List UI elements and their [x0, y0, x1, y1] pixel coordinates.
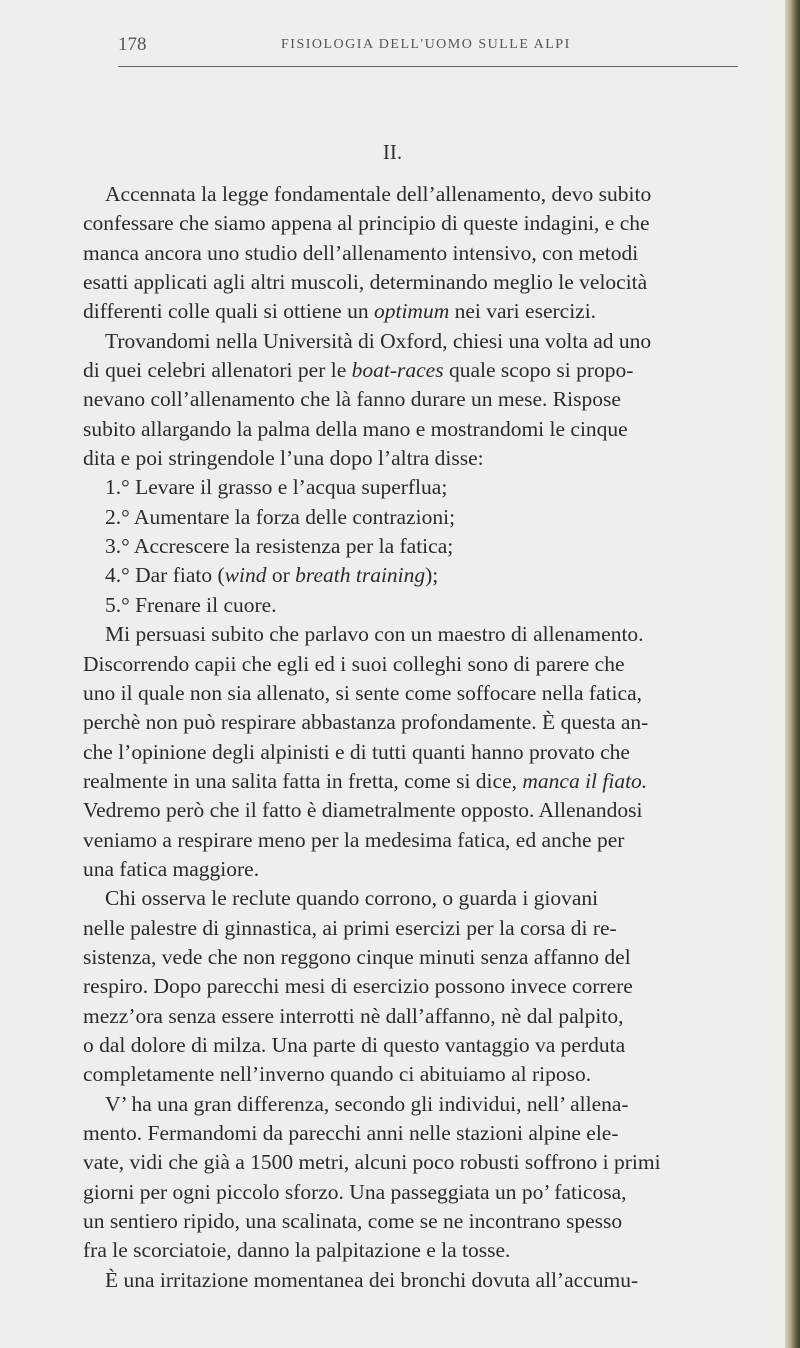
text-line	[83, 268, 773, 297]
page-header	[118, 34, 738, 58]
text-span: Trovandomi nella Università di Oxford, chiesi una volta ad uno	[105, 328, 652, 353]
section-title: II.	[382, 140, 403, 164]
body-text	[83, 180, 773, 1295]
text-line	[83, 1178, 773, 1207]
text-line	[83, 356, 773, 385]
page-number: 178	[118, 34, 147, 55]
text-span: 5.° Frenare il cuore.	[105, 592, 277, 617]
text-line	[83, 914, 773, 943]
text-line	[83, 239, 773, 268]
italic-text: boat-races	[351, 358, 444, 383]
text-line	[83, 1060, 773, 1089]
text-line	[83, 620, 773, 649]
text-line	[83, 679, 773, 708]
text-line	[83, 1119, 773, 1148]
text-span: sistenza, vede che non reggono cinque minuti senza affanno del	[83, 944, 631, 969]
text-span: 2.° Aumentare la forza delle contrazioni;	[105, 504, 456, 529]
text-span: completamente nell’inverno quando ci abituiamo al riposo.	[83, 1062, 592, 1087]
text-line	[83, 972, 773, 1001]
text-line	[83, 473, 773, 502]
text-span: 1.° Levare il grasso e l’acqua superflua;	[105, 475, 448, 500]
text-span: );	[425, 563, 439, 588]
text-span: subito allargando la palma della mano e mostrandomi le cinque	[83, 416, 628, 441]
text-span: Mi persuasi subito che parlavo con un maestro di allenamento.	[105, 622, 644, 647]
text-span: realmente in una salita fatta in fretta, come si dice,	[83, 768, 523, 793]
text-line	[83, 415, 773, 444]
text-span: mezz’ora senza essere interrotti nè dall’affanno, nè dal palpito,	[83, 1003, 624, 1028]
text-line	[83, 796, 773, 825]
text-line	[83, 943, 773, 972]
text-line	[83, 1002, 773, 1031]
text-line	[83, 1148, 773, 1177]
text-span: o dal dolore di milza. Una parte di questo vantaggio va perduta	[83, 1032, 626, 1057]
running-head: FISIOLOGIA DELL'UOMO SULLE ALPI	[281, 37, 571, 52]
text-line	[83, 884, 773, 913]
text-line	[83, 209, 773, 238]
text-span: differenti colle quali si ottiene un	[83, 299, 374, 324]
text-span: manca ancora uno studio dell’allenamento intensivo, con metodi	[83, 240, 639, 265]
text-line	[83, 561, 773, 590]
text-span: 3.° Accrescere la resistenza per la fatica;	[105, 534, 454, 559]
italic-text: manca il fiato.	[522, 768, 648, 793]
text-line	[83, 1207, 773, 1236]
text-span: uno il quale non sia allenato, si sente come soffocare nella fatica,	[83, 680, 642, 705]
text-span: 4.° Dar fiato (	[105, 563, 225, 588]
text-span: giorni per ogni piccolo sforzo. Una passeggiata un po’ faticosa,	[83, 1179, 627, 1204]
text-span: perchè non può respirare abbastanza profondamente. È questa an-	[83, 710, 649, 735]
text-line	[83, 826, 773, 855]
text-span: dita e poi stringendole l’una dopo l’altra disse:	[83, 446, 484, 471]
text-line	[83, 327, 773, 356]
page-edge	[785, 0, 800, 1348]
text-line	[83, 180, 773, 209]
text-span: V’ ha una gran differenza, secondo gli individui, nell’ allena-	[105, 1091, 629, 1116]
italic-text: breath training	[295, 563, 426, 588]
text-line	[83, 1266, 773, 1295]
text-span: fra le scorciatoie, danno la palpitazione e la tosse.	[83, 1238, 511, 1263]
text-line	[83, 297, 773, 326]
italic-text: wind	[224, 563, 267, 588]
text-span: confessare che siamo appena al principio di queste indagini, e che	[83, 211, 650, 236]
text-span: nevano coll’allenamento che là fanno durare un mese. Rispose	[83, 387, 621, 412]
text-line	[83, 532, 773, 561]
text-span: mento. Fermandomi da parecchi anni nelle stazioni alpine ele-	[83, 1121, 619, 1145]
text-span: di quei celebri allenatori per le	[83, 358, 352, 383]
text-span: Accennata la legge fondamentale dell’allenamento, devo subito	[105, 182, 652, 206]
text-span: vate, vidi che già a 1500 metri, alcuni poco robusti soffrono i primi	[83, 1150, 661, 1175]
text-line	[83, 385, 773, 414]
italic-text: optimum	[373, 299, 450, 324]
text-span: che l’opinione degli alpinisti e di tutti quanti hanno provato che	[83, 739, 630, 764]
header-rule	[118, 66, 738, 67]
text-line	[83, 1031, 773, 1060]
text-line	[83, 738, 773, 767]
text-span: quale scopo si propo-	[443, 358, 634, 383]
text-span: Discorrendo capii che egli ed i suoi colleghi sono di parere che	[83, 651, 625, 676]
text-span: È una irritazione momentanea dei bronchi dovuta all’accumu-	[105, 1267, 639, 1292]
text-line	[83, 650, 773, 679]
text-span: nei vari esercizi.	[449, 299, 597, 324]
text-span: veniamo a respirare meno per la medesima fatica, ed anche per	[83, 827, 625, 852]
text-line	[83, 708, 773, 737]
text-span: or	[266, 563, 296, 588]
text-span: nelle palestre di ginnastica, ai primi esercizi per la corsa di re-	[83, 915, 617, 940]
text-line	[83, 1236, 773, 1265]
text-span: Chi osserva le reclute quando corrono, o guarda i giovani	[105, 886, 599, 911]
text-span: respiro. Dopo parecchi mesi di esercizio possono invece correre	[83, 974, 633, 999]
text-span: esatti applicati agli altri muscoli, determinando meglio le velocità	[83, 270, 648, 295]
text-line	[83, 503, 773, 532]
text-span: un sentiero ripido, una scalinata, come se ne incontrano spesso	[83, 1209, 623, 1234]
text-line	[83, 1090, 773, 1119]
text-line	[83, 591, 773, 620]
text-span: Vedremo però che il fatto è diametralmente opposto. Allenandosi	[83, 798, 643, 823]
text-line	[83, 444, 773, 473]
text-span: una fatica maggiore.	[83, 856, 260, 881]
text-line	[83, 855, 773, 884]
text-line	[83, 767, 773, 796]
